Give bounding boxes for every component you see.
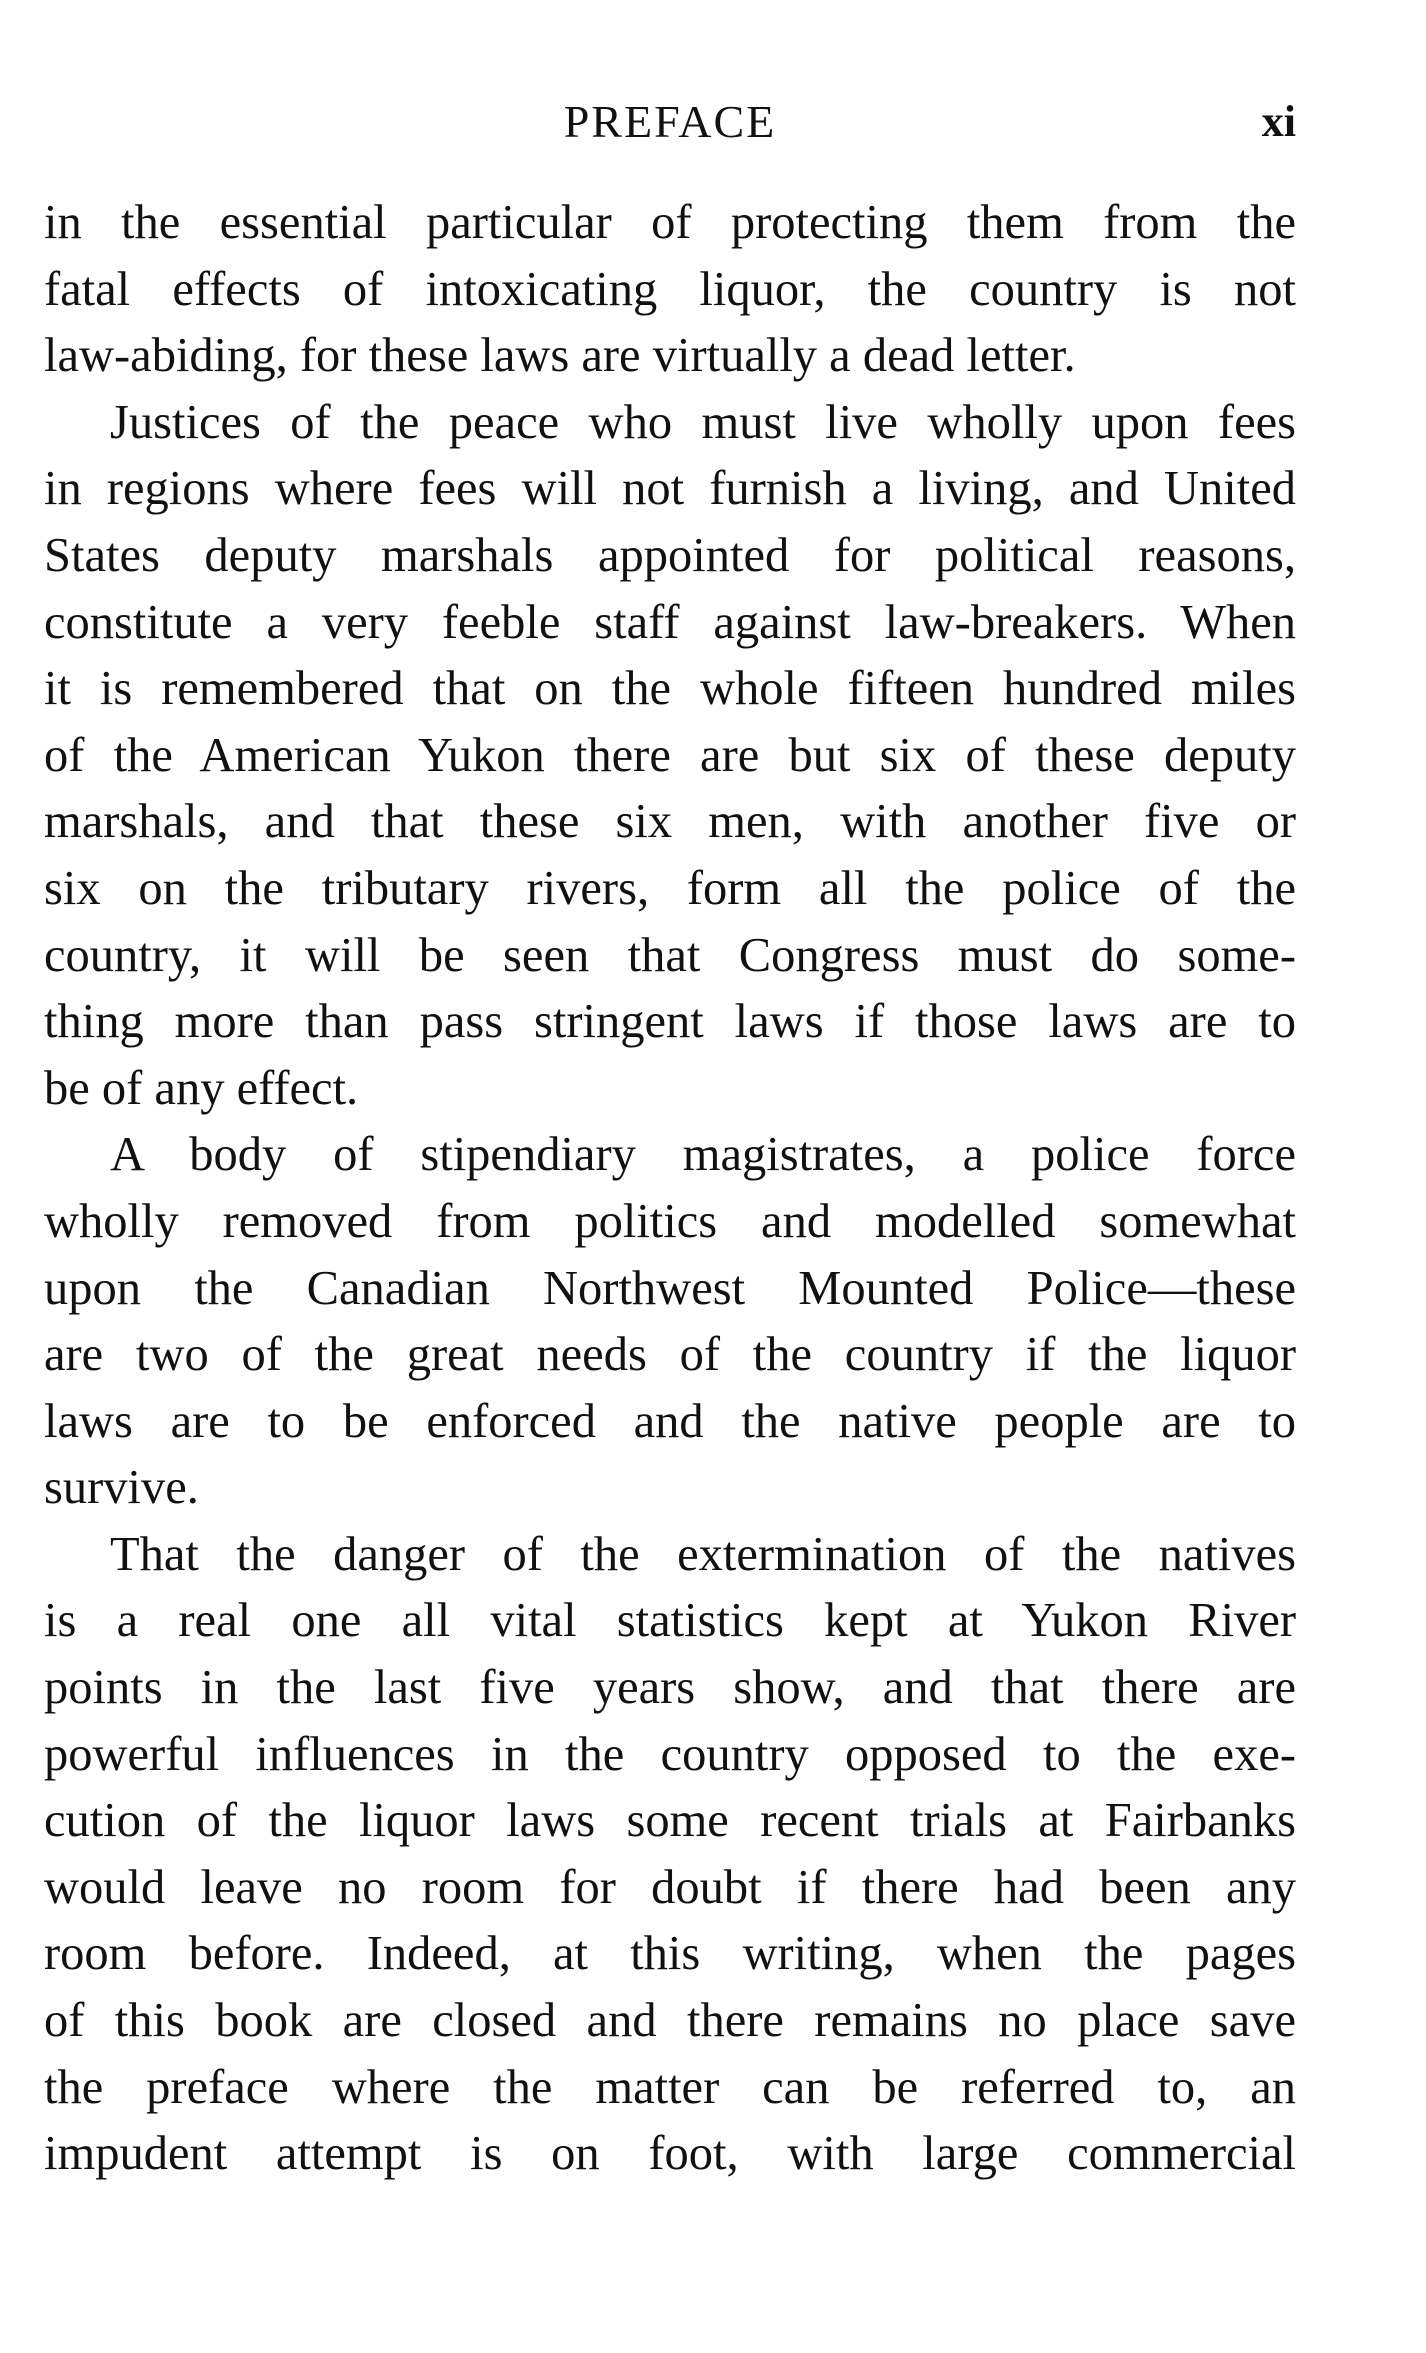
body-text xyxy=(44,190,1296,2188)
text-line: cution of the liquor laws some recent trials at Fairbanks xyxy=(44,1794,1296,1848)
text-line: in regions where fees will not furnish a living, and United xyxy=(44,462,1296,516)
text-line: powerful influences in the country opposed to the exe- xyxy=(44,1727,1296,1781)
paragraph-1 xyxy=(44,190,1296,390)
text-line: be of any effect. xyxy=(44,1061,359,1115)
paragraph-3 xyxy=(44,1122,1296,1522)
text-line: States deputy marshals appointed for political reasons, xyxy=(44,528,1296,582)
text-line: would leave no room for doubt if there had been any xyxy=(44,1860,1296,1914)
text-line: wholly removed from politics and modelled somewhat xyxy=(44,1194,1296,1248)
text-line: is a real one all vital statistics kept at Yukon River xyxy=(44,1594,1296,1648)
text-line: impudent attempt is on foot, with large commercial xyxy=(44,2127,1296,2181)
text-line: points in the last five years show, and that there are xyxy=(44,1661,1296,1715)
text-line: six on the tributary rivers, form all the police of the xyxy=(44,861,1296,915)
text-line: of this book are closed and there remains no place save xyxy=(44,1994,1296,2048)
text-line: the preface where the matter can be referred to, an xyxy=(44,2060,1296,2114)
text-line: survive. xyxy=(44,1461,199,1515)
text-line: in the essential particular of protecting them from the xyxy=(44,196,1296,249)
text-line: laws are to be enforced and the native people are to xyxy=(44,1394,1296,1448)
text-line: thing more than pass stringent laws if those laws are to xyxy=(44,995,1296,1049)
text-line: A body of stipendiary magistrates, a police force xyxy=(110,1128,1296,1182)
text-line: country, it will be seen that Congress must do some- xyxy=(44,928,1296,982)
text-line: are two of the great needs of the country if the liquor xyxy=(44,1328,1296,1382)
running-head-title: PREFACE xyxy=(563,96,777,147)
running-head xyxy=(44,92,1296,152)
text-line: room before. Indeed, at this writing, when the pages xyxy=(44,1927,1296,1981)
text-line: fatal effects of intoxicating liquor, the country is not xyxy=(44,262,1296,316)
text-line: law-abiding, for these laws are virtually a dead letter. xyxy=(44,329,1076,383)
text-line: marshals, and that these six men, with another five or xyxy=(44,795,1296,849)
text-line: of the American Yukon there are but six of these deputy xyxy=(44,728,1296,782)
text-line: Justices of the peace who must live wholly upon fees xyxy=(110,395,1296,449)
paragraph-4 xyxy=(44,1522,1296,2188)
text-line: upon the Canadian Northwest Mounted Police—these xyxy=(44,1261,1296,1315)
text-line: it is remembered that on the whole fifteen hundred miles xyxy=(44,662,1296,716)
paragraph-2 xyxy=(44,390,1296,1123)
text-line: That the danger of the extermination of the natives xyxy=(110,1527,1296,1581)
text-line: constitute a very feeble staff against law-breakers. When xyxy=(44,595,1296,649)
page-number: xi xyxy=(1261,97,1296,146)
